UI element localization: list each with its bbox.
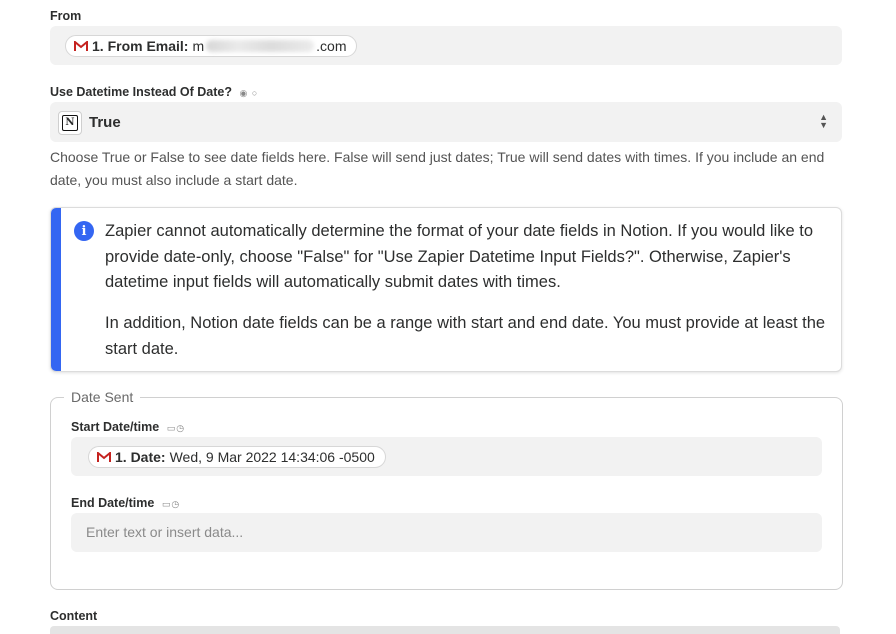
from-label: From (50, 9, 82, 23)
start-date-label (71, 420, 185, 434)
from-email-pill[interactable] (65, 35, 357, 57)
start-date-pill[interactable] (88, 446, 386, 468)
start-date-pill-prefix: 1. Date: (115, 449, 166, 465)
end-date-label-text: End Date/time (71, 496, 155, 510)
from-pill-value-end: .com (316, 38, 347, 54)
start-date-label-text: Start Date/time (71, 420, 160, 434)
use-datetime-help-text: Choose True or False to see date fields here. False will send just dates; True will send dates with times. If you include an end date, you must also include a start date. (50, 149, 825, 188)
content-label: Content (50, 609, 98, 623)
start-date-field[interactable] (71, 437, 822, 476)
redacted-email-blur (206, 40, 314, 52)
use-datetime-label-text: Use Datetime Instead Of Date? (50, 85, 232, 99)
from-pill-value-start: m (192, 38, 205, 54)
date-sent-group (50, 389, 843, 590)
start-date-pill-value: Wed, 9 Mar 2022 14:34:06 -0500 (169, 449, 375, 465)
content-field[interactable] (50, 626, 840, 634)
end-date-placeholder: Enter text or insert data... (86, 524, 244, 540)
calendar-clock-icon: ▭◷ (161, 499, 181, 509)
gmail-icon (97, 452, 111, 462)
notion-logo-icon: N (62, 115, 78, 131)
end-date-label (71, 496, 180, 510)
gmail-icon (74, 41, 88, 51)
info-accent-bar (51, 208, 61, 371)
info-alert (50, 207, 842, 372)
use-datetime-select[interactable] (50, 102, 842, 142)
info-paragraph-2: In addition, Notion date fields can be a range with start and end date. You must provide at least the start date. (105, 314, 826, 358)
from-pill-prefix: 1. From Email: (92, 38, 189, 54)
calendar-clock-icon: ▭◷ (166, 423, 186, 433)
info-icon: i (74, 221, 94, 241)
use-datetime-selected-value: True (89, 114, 121, 131)
date-sent-legend: Date Sent (64, 389, 140, 405)
select-chevron-updown-icon: ▲ ▼ (819, 112, 828, 130)
info-paragraph-1: Zapier cannot automatically determine the format of your date fields in Notion. If you would like to provide date-only, choose "False" for "Use Zapier Datetime Input Fields?". Otherwise, Zapier's datetime input fields will automatically submit dates with times. (105, 222, 814, 291)
use-datetime-label (50, 85, 258, 99)
notion-app-icon (58, 111, 82, 135)
from-field[interactable] (50, 26, 842, 65)
radio-type-icon: ◉ ○ (239, 88, 259, 98)
end-date-input[interactable] (71, 513, 822, 552)
